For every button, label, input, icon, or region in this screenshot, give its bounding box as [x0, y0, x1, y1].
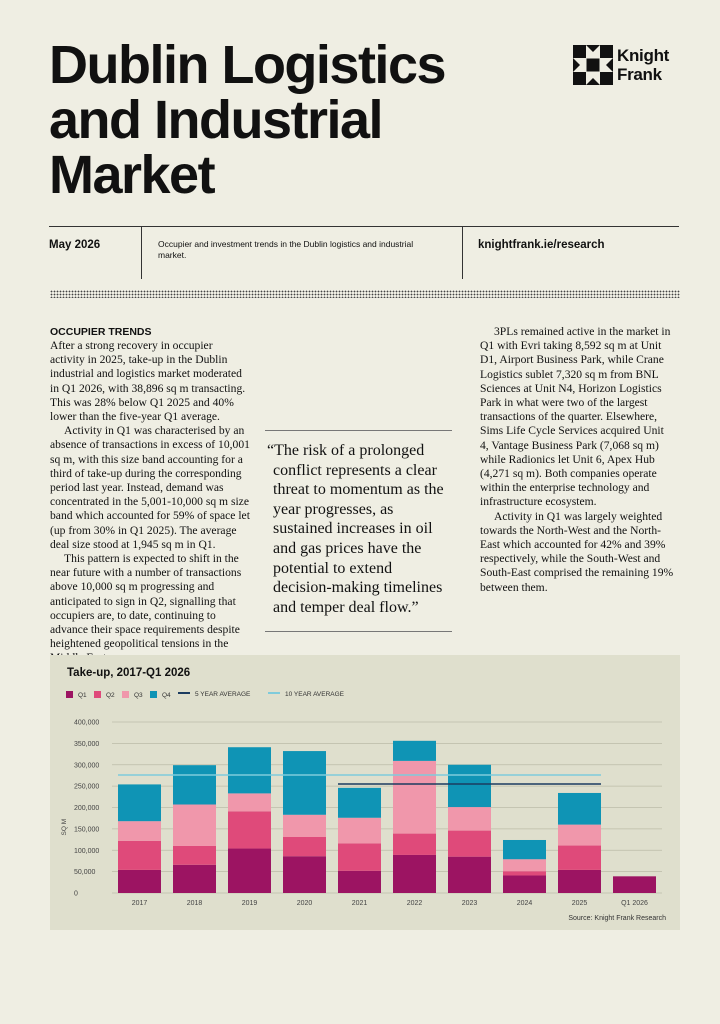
x-tick-label: 2024	[516, 900, 533, 907]
x-tick-label: 2017	[131, 900, 148, 907]
title-line: and Industrial	[49, 90, 383, 150]
body-paragraph: 3PLs remained active in the market in Q1 with Evri taking 8,592 sq m at Unit D1, Airport Business Park, while Crane Logistics sublet 7,320 sq m from BNL Sciences at Unit N4, Horizon Logistics Park in what were two of the largest transactions of the quarter. Elsewhere, Sims Life Cycle Services acquired Unit 4, Vantage Business Park (7,068 sq m) while Radionics let Unit 6, Apex Hub (4,271 sq m). Both companies operate within the enterprise technology and infrastructure ecosystem.	[480, 325, 671, 509]
chart-source: Source: Knight Frank Research	[568, 915, 666, 922]
y-tick-label: 400,000	[74, 719, 100, 727]
bar-segment-q3	[283, 815, 326, 837]
research-url: knightfrank.ie/research	[478, 239, 605, 251]
bar-segment-q2	[503, 871, 546, 875]
bar-segment-q3	[558, 825, 601, 846]
legend-label: 5 YEAR AVERAGE	[195, 691, 251, 698]
x-tick-label: 2021	[351, 900, 368, 907]
body-paragraph: Activity in Q1 was characterised by an absence of transactions in excess of 10,001 sq m, with this size band accounting for a third of take-up during the corresponding period last year. Instead, demand was concentrated in the 5,001-10,000 sq m size band which accounted for 59% of space let (up from 30% in Q1 2025). The average deal size stood at 1,945 sq m in Q1.	[50, 424, 250, 551]
text-column-3	[480, 325, 674, 595]
x-tick-label: 2020	[296, 900, 313, 907]
page-title	[49, 35, 446, 205]
x-tick-label: Q1 2026	[621, 900, 648, 907]
bar-segment-q3	[503, 859, 546, 871]
bar-segment-q3	[393, 761, 436, 834]
bar-segment-q4	[558, 793, 601, 825]
publication-date: May 2026	[49, 239, 101, 251]
bar-segment-q2	[283, 837, 326, 856]
x-tick-label: 2023	[461, 900, 478, 907]
title-line: Market	[49, 145, 215, 205]
bar-segment-q4	[393, 741, 436, 761]
y-tick-label: 100,000	[74, 847, 100, 855]
bar-segment-q4	[283, 751, 326, 815]
y-axis-label: SQ M	[61, 818, 68, 836]
legend-label: Q3	[134, 692, 143, 699]
y-tick-label: 50,000	[74, 869, 96, 877]
text-column-1	[50, 325, 250, 666]
brand-line: Knight	[617, 46, 670, 65]
y-tick-label: 350,000	[74, 740, 100, 748]
bar-segment-q2	[393, 834, 436, 855]
bar-segment-q4	[448, 765, 491, 807]
brand-name	[617, 46, 669, 84]
brand-line: Frank	[617, 65, 662, 84]
report-description: Occupier and investment trends in the Dublin logistics and industrial market.	[158, 239, 414, 260]
knight-frank-logo-icon	[573, 45, 613, 85]
bar-segment-q2	[173, 846, 216, 865]
knight-frank-logo	[573, 45, 683, 85]
bar-segment-q1	[118, 870, 161, 893]
legend-label: Q4	[162, 692, 171, 699]
y-tick-label: 200,000	[74, 805, 100, 812]
chart-title: Take-up, 2017-Q1 2026	[67, 667, 191, 679]
bar-segment-q4	[338, 788, 381, 818]
bar-segment-q4	[503, 840, 546, 859]
bar-segment-q1	[173, 865, 216, 893]
bar-segment-q2	[338, 843, 381, 870]
bar-segment-q3	[228, 793, 271, 811]
bar-segment-q1	[558, 870, 601, 893]
body-paragraph: This pattern is expected to shift in the near future with a number of transactions above 10,000 sq m progressing and anticipated to sign in Q2, signalling that occupiers are, to date, continuing to advance their space requirements despite heightened geopolitical tensions in the	[50, 552, 242, 651]
bar-segment-q2	[448, 831, 491, 857]
pull-quote-text: “The risk of a prolonged conflict represents a clear threat to momentum as the year progresses, as sustained increases in oil and gas prices have the potential to extend decision-making timelines and temper deal flow.”	[267, 442, 444, 616]
x-tick-label: 2025	[571, 900, 588, 907]
y-tick-label: 150,000	[74, 826, 100, 834]
bar-segment-q1	[338, 871, 381, 893]
title-line: Dublin Logistics	[49, 35, 446, 95]
body-paragraph: Activity in Q1 was largely weighted towards the North-West and the North-East which accounted for 42% and 39% respectively, while the South-West and South-East comprised the remaining 19% between them.	[480, 509, 674, 594]
bar-segment-q3	[173, 805, 216, 846]
bar-segment-q4	[118, 784, 161, 821]
y-tick-label: 250,000	[74, 783, 100, 791]
bar-segment-q1	[228, 849, 271, 893]
divider	[141, 227, 142, 279]
bar-segment-q2	[228, 811, 271, 848]
y-tick-label: 300,000	[74, 762, 100, 770]
bar-segment-q3	[448, 807, 491, 831]
bar-segment-q1	[393, 855, 436, 893]
y-tick-label: 0	[74, 890, 78, 898]
bar-segment-q4	[228, 747, 271, 793]
bar-segment-q1	[448, 857, 491, 893]
section-heading: OCCUPIER TRENDS	[50, 326, 152, 338]
x-tick-label: 2022	[406, 900, 423, 907]
divider	[462, 227, 463, 279]
dotted-divider	[50, 290, 680, 298]
bar-segment-q2	[118, 841, 161, 870]
body-paragraph: After a strong recovery in occupier activity in 2025, take-up in the Dublin industrial and logistics market moderated in Q1 2026, with 38,896 sq m transacting. This was 28% below Q1 2025 and 40% lower than the five-year Q1 average.	[50, 339, 246, 424]
bar-segment-q1	[503, 875, 546, 893]
x-tick-label: 2018	[186, 900, 203, 907]
bar-segment-q1	[283, 856, 326, 893]
legend-label: Q2	[106, 692, 115, 699]
legend-label: Q1	[78, 692, 87, 699]
bar-segment-q2	[558, 846, 601, 870]
x-tick-label: 2019	[241, 900, 258, 907]
bar-segment-q3	[118, 821, 161, 841]
bar-segment-q1	[613, 876, 656, 893]
bar-segment-q4	[173, 765, 216, 804]
legend-label: 10 YEAR AVERAGE	[285, 691, 345, 698]
chart-plot	[50, 655, 680, 930]
take-up-chart	[50, 655, 680, 930]
pull-quote	[265, 430, 452, 632]
info-bar	[49, 226, 679, 279]
bar-segment-q3	[338, 818, 381, 844]
